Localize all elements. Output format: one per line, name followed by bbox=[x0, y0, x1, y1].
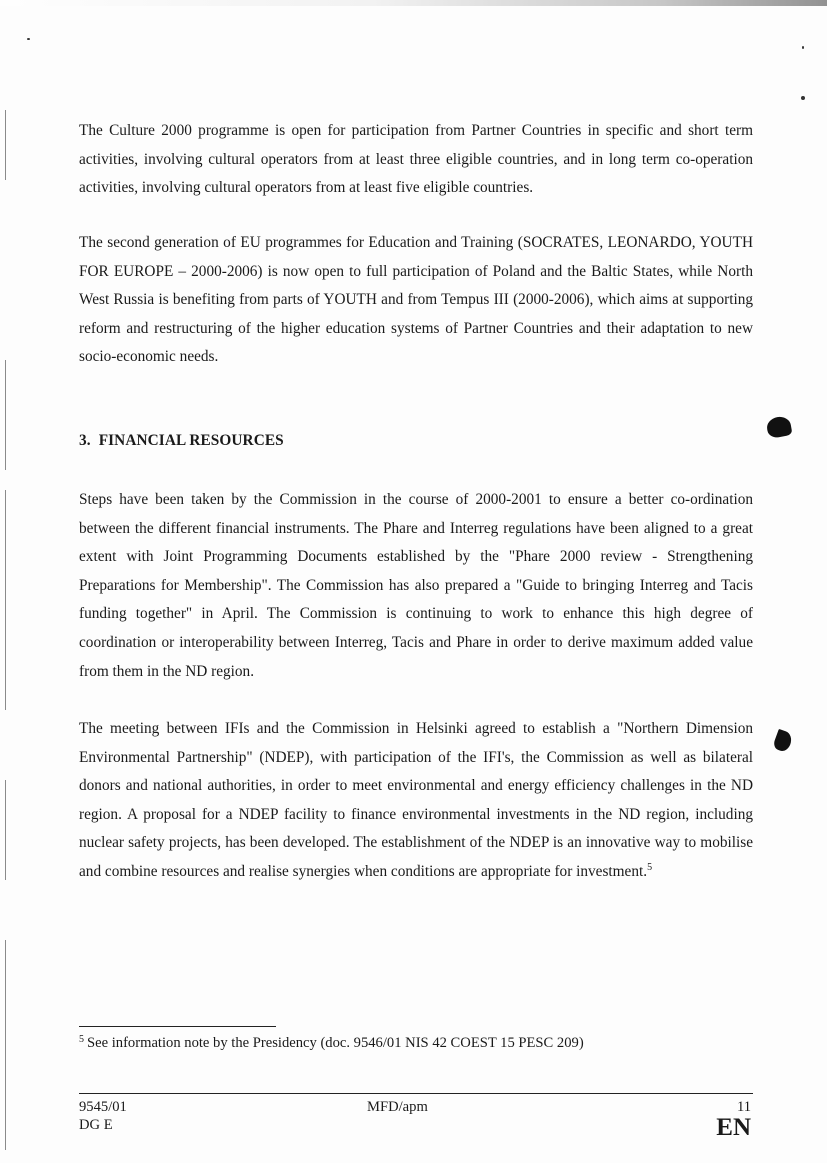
footnote-text: See information note by the Presidency (doc. 9546/01 NIS 42 COEST 15 PESC 209) bbox=[87, 1035, 584, 1051]
scan-margin-line bbox=[5, 360, 6, 470]
footer-doc-number: 9545/01 bbox=[79, 1099, 127, 1115]
paragraph-culture-2000: The Culture 2000 programme is open for participation from Partner Countries in specific and short term activities, involving cultural operators from at least three eligible countries, and in long term co-operation activities, involving cultural operators from at least five eligible countries. bbox=[79, 122, 753, 197]
footer-page-number: 11 bbox=[736, 1099, 751, 1115]
scan-margin-line bbox=[5, 490, 6, 710]
footer-directorate: DG E bbox=[79, 1117, 113, 1133]
footnote-reference: 5 bbox=[647, 861, 653, 873]
paragraph-education-programmes: The second generation of EU programmes for Education and Training (SOCRATES, LEONARDO, YOUTH FOR EUROPE – 2000-2006) is now open to full participation of Poland and the Baltic States, while North West Russia is benefiting from parts of YOUTH and from Tempus III (2000-2006), which aims at supporting reform and restructuring of the higher education systems of Partner Countries and their adaptation to new socio-economic needs. bbox=[79, 234, 753, 366]
scan-speck bbox=[802, 46, 804, 49]
footnote bbox=[79, 1035, 584, 1052]
scan-margin-line bbox=[5, 110, 6, 180]
scan-edge-artifact bbox=[0, 0, 827, 6]
footnote-marker: 5 bbox=[79, 1034, 84, 1045]
footer-separator bbox=[79, 1093, 753, 1094]
scan-margin-line bbox=[5, 780, 6, 880]
scan-speck bbox=[27, 38, 30, 40]
footer-right bbox=[716, 1098, 751, 1140]
scan-blot bbox=[772, 729, 794, 753]
scan-blot bbox=[765, 415, 792, 439]
paragraph-coordination: Steps have been taken by the Commission in the course of 2000-2001 to ensure a better co-ordination between the different financial instruments. The Phare and Interreg regulations have been aligned to a great extent with Joint Programming Documents established by the "Phare 2000 review - Strengthening Preparations for Membership". The Commission has also prepared a "Guide to bringing Interreg and Tacis funding together" in April. The Commission is continuing to work to enhance this high degree of coordination or interoperability between Interreg, Tacis and Phare in order to derive maximum added value from them in the ND region. bbox=[79, 491, 753, 680]
paragraph-ndep-text: The meeting between IFIs and the Commission in Helsinki agreed to establish a "Northern Dimension Environmental Partnership" (NDEP), with participation of the IFI's, the Commission as well as bilateral donors and national authorities, in order to meet environmental and energy efficiency challenges in the ND region. A proposal for a NDEP facility to finance environmental investments in the ND region, including nuclear safety projects, has been developed. The establishment of the NDEP is an innovative way to mobilise and combine resources and realise synergies when conditions are appropriate for investment. bbox=[79, 720, 753, 880]
footer-author-ref: MFD/apm bbox=[367, 1099, 428, 1115]
footer-language: EN bbox=[716, 1114, 751, 1141]
section-title: FINANCIAL RESOURCES bbox=[98, 432, 284, 449]
scan-speck bbox=[801, 96, 805, 100]
footnote-separator bbox=[79, 1026, 276, 1027]
scan-margin-line bbox=[5, 940, 6, 1150]
paragraph-ndep bbox=[79, 715, 753, 887]
section-number: 3. bbox=[79, 432, 91, 449]
footer-left bbox=[79, 1098, 127, 1134]
section-heading bbox=[79, 432, 284, 450]
